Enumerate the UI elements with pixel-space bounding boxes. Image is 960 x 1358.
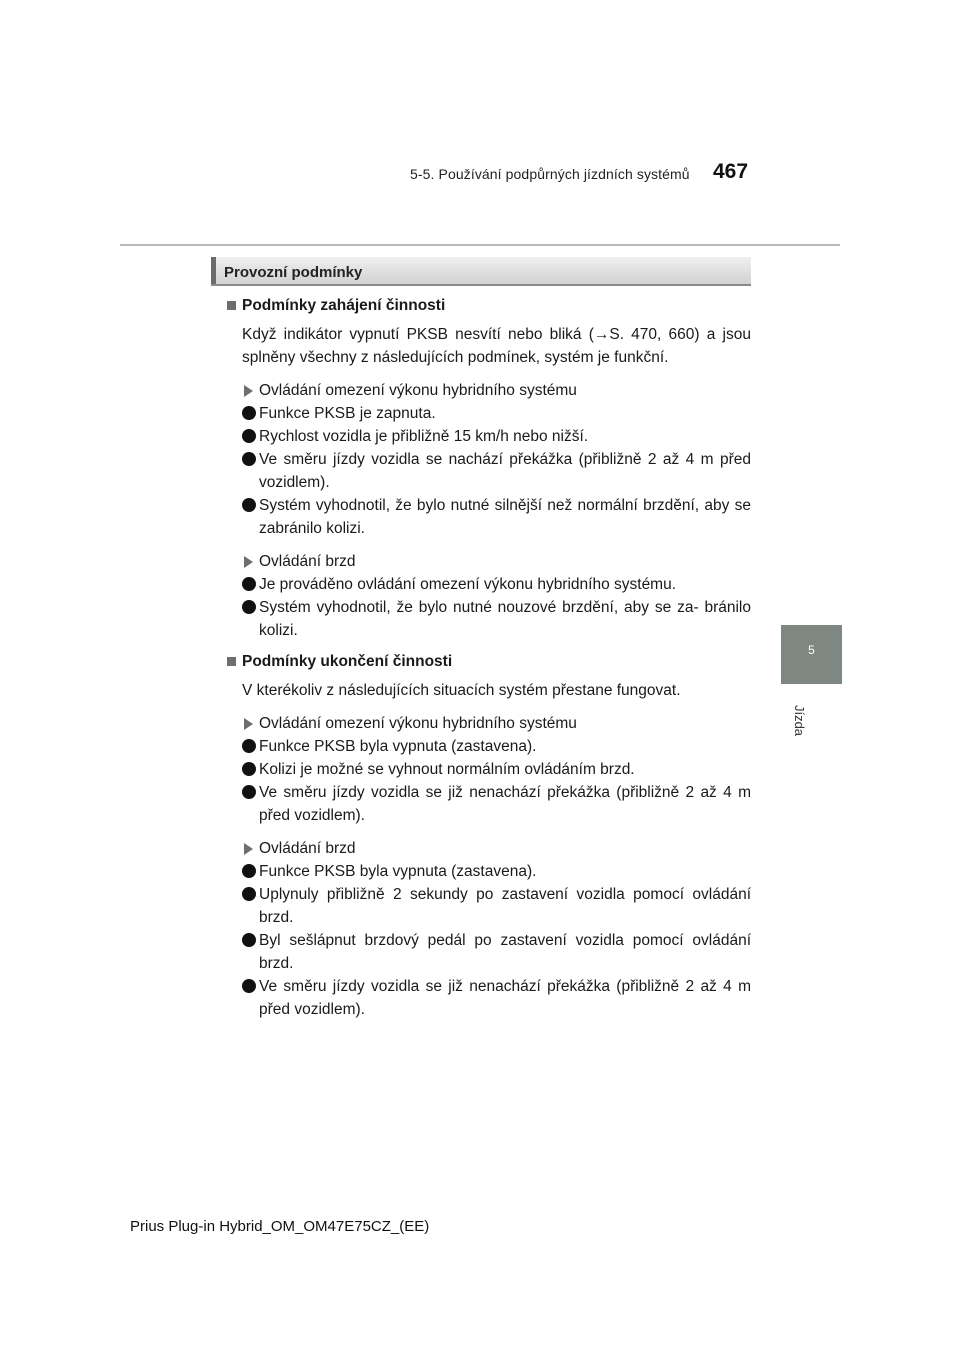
- list-item-text: Rychlost vozidla je přibližně 15 km/h nebo nižší.: [259, 428, 589, 445]
- list-item: [211, 860, 751, 883]
- list-start-brakes: [211, 573, 751, 642]
- list-item-text: Systém vyhodnotil, že bylo nutné silnější než normální brzdění, aby se zabránilo kolizi.: [259, 497, 751, 537]
- chapter-tab-label-text: Jízda: [792, 704, 808, 736]
- heading-end-conditions: [211, 650, 751, 673]
- list-item: [211, 735, 751, 758]
- list-item: [211, 596, 751, 642]
- list-item-text: Ve směru jízdy vozidla se nachází překážka (přibližně 2 až 4 m před vozidlem).: [259, 451, 751, 491]
- dot-bullet-icon: [242, 979, 256, 993]
- chapter-tab-label: [770, 698, 830, 742]
- list-item-text: Ve směru jízdy vozidla se již nenachází překážka (přibližně 2 až 4 m před vozidlem).: [259, 784, 751, 824]
- page-number: 467: [713, 160, 749, 183]
- subheading-start-hybrid: [211, 379, 751, 402]
- list-item-text: Funkce PKSB byla vypnuta (zastavena).: [259, 863, 537, 880]
- section-title-box: [211, 257, 751, 286]
- heading-text: Podmínky zahájení činnosti: [242, 297, 446, 314]
- subheading-text: Ovládání brzd: [259, 840, 356, 857]
- list-item: [211, 883, 751, 929]
- dot-bullet-icon: [242, 498, 256, 512]
- dot-bullet-icon: [242, 762, 256, 776]
- dot-bullet-icon: [242, 785, 256, 799]
- square-bullet-icon: [227, 301, 236, 310]
- heading-start-conditions: [211, 294, 751, 317]
- list-start-hybrid: [211, 402, 751, 540]
- subheading-text: Ovládání brzd: [259, 553, 356, 570]
- dot-bullet-icon: [242, 933, 256, 947]
- main-content: [211, 257, 751, 1021]
- running-header-section: 5-5. Používání podpůrných jízdních systémů: [410, 166, 690, 182]
- dot-bullet-icon: [242, 452, 256, 466]
- dot-bullet-icon: [242, 600, 256, 614]
- list-item-text: Systém vyhodnotil, že bylo nutné nouzové brzdění, aby se za- bránilo kolizi.: [259, 599, 751, 639]
- dot-bullet-icon: [242, 577, 256, 591]
- list-item: [211, 425, 751, 448]
- list-item: [211, 448, 751, 494]
- triangle-bullet-icon: [244, 718, 253, 730]
- square-bullet-icon: [227, 657, 236, 666]
- end-intro: V kterékoliv z následujících situacích systém přestane fungovat.: [242, 682, 681, 699]
- list-item-text: Uplynuly přibližně 2 sekundy po zastavení vozidla pomocí ovládání brzd.: [259, 886, 751, 926]
- footer-doc-id: Prius Plug-in Hybrid_OM_OM47E75CZ_(EE): [130, 1218, 430, 1235]
- list-item-text: Ve směru jízdy vozidla se již nenachází překážka (přibližně 2 až 4 m před vozidlem).: [259, 978, 751, 1018]
- triangle-bullet-icon: [244, 843, 253, 855]
- subheading-end-hybrid: [211, 712, 751, 735]
- header-rule: [120, 244, 840, 246]
- dot-bullet-icon: [242, 864, 256, 878]
- chapter-tab-number: 5: [808, 643, 815, 657]
- list-item: [211, 573, 751, 596]
- list-end-hybrid: [211, 735, 751, 827]
- section-title: Provozní podmínky: [224, 264, 363, 281]
- list-item: [211, 494, 751, 540]
- triangle-bullet-icon: [244, 385, 253, 397]
- list-end-brakes: [211, 860, 751, 1021]
- list-item: [211, 929, 751, 975]
- dot-bullet-icon: [242, 406, 256, 420]
- list-item: [211, 758, 751, 781]
- list-item: [211, 402, 751, 425]
- list-item: [211, 781, 751, 827]
- list-item-text: Funkce PKSB byla vypnuta (zastavena).: [259, 738, 537, 755]
- subheading-text: Ovládání omezení výkonu hybridního systému: [259, 382, 577, 399]
- list-item-text: Funkce PKSB je zapnuta.: [259, 405, 436, 422]
- heading-text: Podmínky ukončení činnosti: [242, 653, 453, 670]
- list-item-text: Byl sešlápnut brzdový pedál po zastavení vozidla pomocí ovládání brzd.: [259, 932, 751, 972]
- list-item-text: Je prováděno ovládání omezení výkonu hybridního systému.: [259, 576, 677, 593]
- subheading-start-brakes: [211, 550, 751, 573]
- subheading-text: Ovládání omezení výkonu hybridního systému: [259, 715, 577, 732]
- start-intro: Když indikátor vypnutí PKSB nesvítí nebo bliká (→S. 470, 660) a jsou splněny všechny z následujících podmínek, systém je funkční.: [242, 326, 751, 366]
- dot-bullet-icon: [242, 739, 256, 753]
- dot-bullet-icon: [242, 429, 256, 443]
- triangle-bullet-icon: [244, 556, 253, 568]
- list-item: [211, 975, 751, 1021]
- subheading-end-brakes: [211, 837, 751, 860]
- dot-bullet-icon: [242, 887, 256, 901]
- list-item-text: Kolizi je možné se vyhnout normálním ovládáním brzd.: [259, 761, 635, 778]
